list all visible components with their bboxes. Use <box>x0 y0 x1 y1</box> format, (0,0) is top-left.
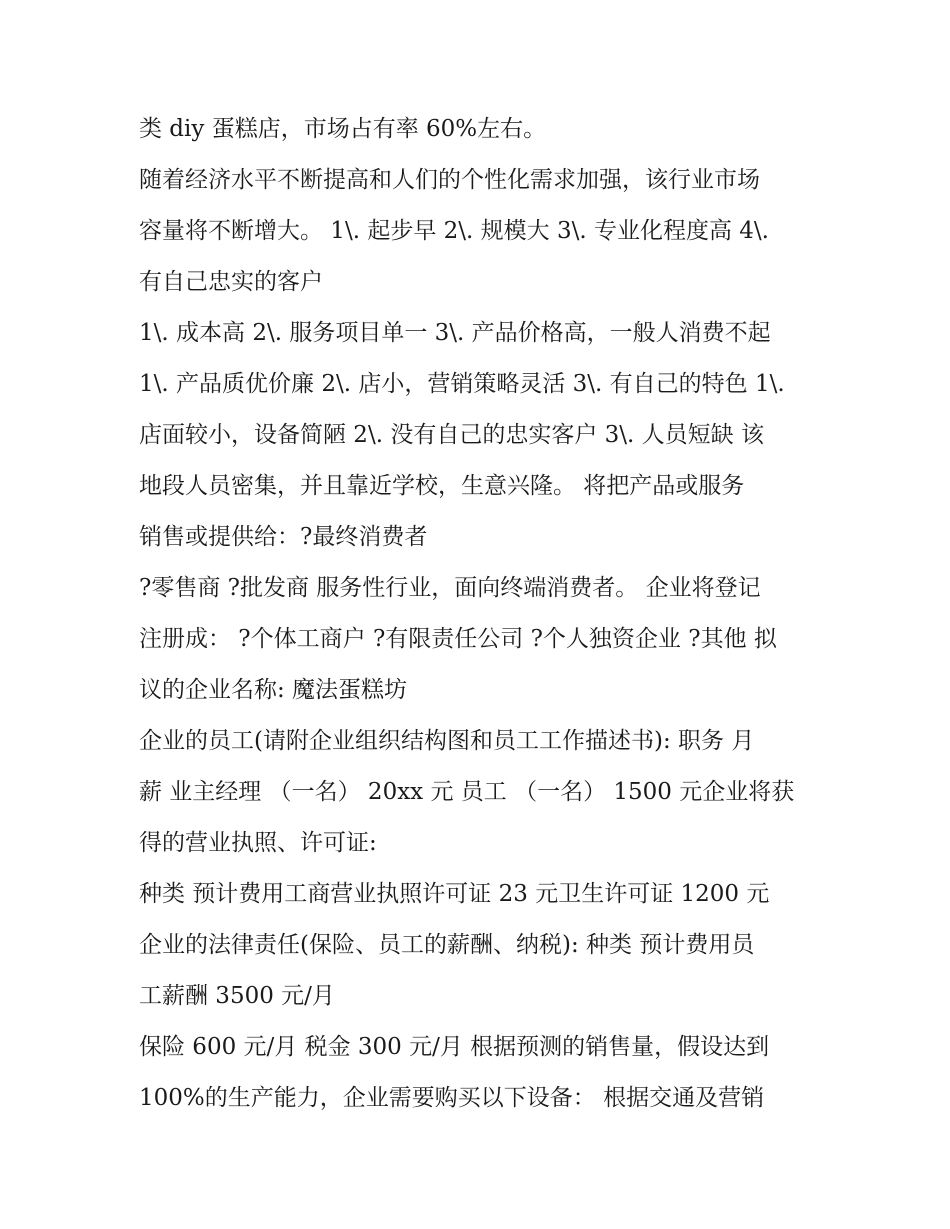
text-line: 注册成： ?个体工商户 ?有限责任公司 ?个人独资企业 ?其他 拟 <box>139 626 777 652</box>
text-line: 有自己忠实的客户 <box>139 269 323 295</box>
text-line: 薪 业主经理 （一名） 20xx 元 员工 （一名） 1500 元企业将获 <box>139 779 795 805</box>
text-line: 保险 600 元/月 税金 300 元/月 根据预测的销售量，假设达到 <box>139 1034 770 1060</box>
text-line: 工薪酬 3500 元/月 <box>139 983 335 1009</box>
text-line: 100%的生产能力，企业需要购买以下设备： 根据交通及营销 <box>139 1085 765 1111</box>
text-line: 地段人员密集，并且靠近学校，生意兴隆。 将把产品或服务 <box>139 473 745 499</box>
text-line: 容量将不断增大。 1\. 起步早 2\. 规模大 3\. 专业化程度高 4\. <box>139 218 769 244</box>
document-body <box>139 104 829 1124</box>
text-line: 企业的员工(请附企业组织结构图和员工工作描述书): 职务 月 <box>139 728 755 754</box>
text-line: 店面较小，设备简陋 2\. 没有自己的忠实客户 3\. 人员短缺 该 <box>139 422 764 448</box>
text-line: 随着经济水平不断提高和人们的个性化需求加强，该行业市场 <box>139 167 760 193</box>
text-line: 企业的法律责任(保险、员工的薪酬、纳税): 种类 预计费用员 <box>139 932 755 958</box>
text-line: 销售或提供给：?最终消费者 <box>139 524 428 550</box>
text-line: 议的企业名称: 魔法蛋糕坊 <box>139 677 408 703</box>
text-line: 1\. 成本高 2\. 服务项目单一 3\. 产品价格高，一般人消费不起 <box>139 320 771 346</box>
text-line: 1\. 产品质优价廉 2\. 店小，营销策略灵活 3\. 有自己的特色 1\. <box>139 371 785 397</box>
text-line: 种类 预计费用工商营业执照许可证 23 元卫生许可证 1200 元 <box>139 881 770 907</box>
text-line: 类 diy 蛋糕店，市场占有率 60%左右。 <box>139 116 547 142</box>
text-line: 得的营业执照、许可证: <box>139 830 377 856</box>
text-line: ?零售商 ?批发商 服务性行业，面向终端消费者。 企业将登记 <box>139 575 761 601</box>
